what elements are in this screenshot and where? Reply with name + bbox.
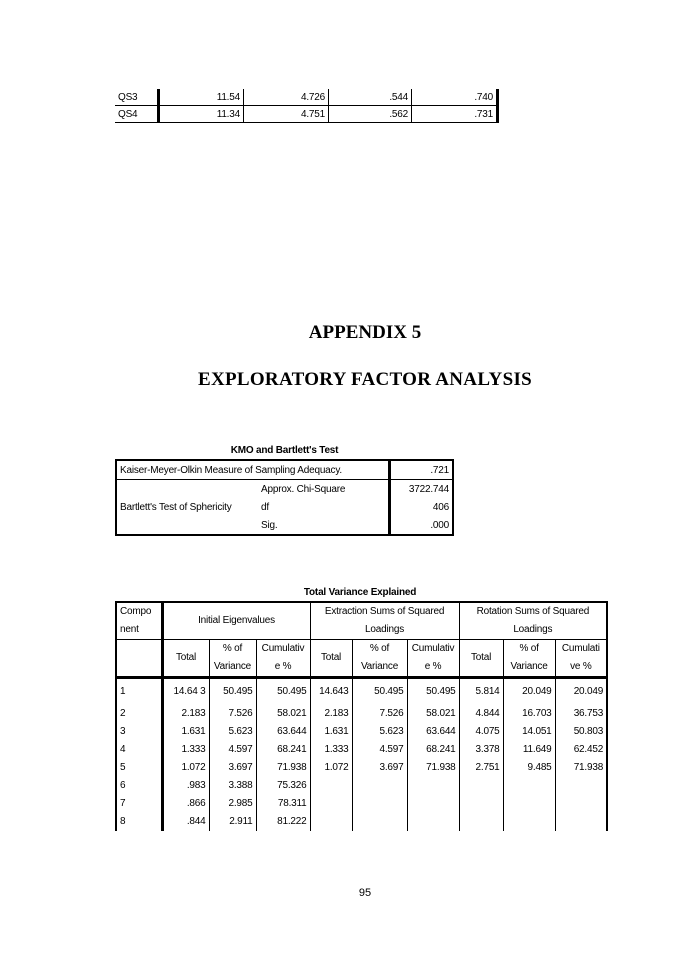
component-number: 3 — [116, 723, 162, 741]
tve-table-caption: Total Variance Explained — [303, 587, 417, 598]
table-row — [115, 106, 498, 123]
table-row — [116, 705, 607, 723]
table-cell: 2.183 — [162, 705, 209, 723]
table-cell: 50.803 — [555, 723, 607, 741]
table-cell: 5.814 — [459, 678, 503, 706]
column-header: Total — [162, 640, 209, 678]
table-cell: 1.333 — [162, 741, 209, 759]
chi-square-label: Approx. Chi-Square — [261, 483, 346, 495]
table-cell — [407, 777, 459, 795]
table-cell — [503, 795, 555, 813]
table-cell: .844 — [162, 813, 209, 831]
table-cell: 3.388 — [209, 777, 256, 795]
bartlett-spacer — [116, 480, 258, 499]
table-cell: 11.649 — [503, 741, 555, 759]
column-header: % of Variance — [209, 640, 256, 678]
table-cell: 4.844 — [459, 705, 503, 723]
table-cell — [310, 777, 352, 795]
table-cell: 1.631 — [162, 723, 209, 741]
df-label: df — [261, 501, 269, 513]
df-value: 406 — [390, 498, 454, 516]
table-cell: 2.751 — [459, 759, 503, 777]
bartlett-spacer-2 — [116, 516, 258, 535]
table-cell: .544 — [329, 89, 412, 106]
table-cell: 78.311 — [256, 795, 310, 813]
table-row — [116, 723, 607, 741]
table-row — [115, 89, 498, 106]
table-row — [116, 777, 607, 795]
table-cell: 1.072 — [310, 759, 352, 777]
group-header-initial: Initial Eigenvalues — [162, 602, 310, 640]
kmo-bartlett-table — [115, 459, 454, 536]
table-cell: .866 — [162, 795, 209, 813]
table-cell: 11.54 — [159, 89, 244, 106]
table-cell: 63.644 — [407, 723, 459, 741]
component-number: 5 — [116, 759, 162, 777]
row-label: QS4 — [115, 106, 159, 123]
component-number: 7 — [116, 795, 162, 813]
table-cell: 5.623 — [209, 723, 256, 741]
component-number: 4 — [116, 741, 162, 759]
table-cell — [555, 777, 607, 795]
table-row — [116, 741, 607, 759]
table-cell: 14.051 — [503, 723, 555, 741]
table-cell — [555, 813, 607, 831]
table-cell — [352, 795, 407, 813]
table-cell: 71.938 — [256, 759, 310, 777]
column-header: Cumulati ve % — [555, 640, 607, 678]
column-header: Cumulativ e % — [256, 640, 310, 678]
table-cell — [555, 795, 607, 813]
table-cell: 1.072 — [162, 759, 209, 777]
table-cell: 16.703 — [503, 705, 555, 723]
table-cell: 50.495 — [256, 678, 310, 706]
component-number: 6 — [116, 777, 162, 795]
row-label: QS3 — [115, 89, 159, 106]
table-cell: 20.049 — [555, 678, 607, 706]
table-cell: 9.485 — [503, 759, 555, 777]
table-cell: 3.697 — [352, 759, 407, 777]
table-cell: 68.241 — [256, 741, 310, 759]
table-cell: 4.597 — [209, 741, 256, 759]
table-cell: 68.241 — [407, 741, 459, 759]
group-header-rotation: Rotation Sums of Squared Loadings — [459, 602, 607, 640]
table-cell: 4.597 — [352, 741, 407, 759]
table-cell: 62.452 — [555, 741, 607, 759]
table-cell — [459, 813, 503, 831]
table-cell — [407, 813, 459, 831]
kmo-label: Kaiser-Meyer-Olkin Measure of Sampling Adequacy. — [116, 460, 390, 480]
column-header: Cumulativ e % — [407, 640, 459, 678]
table-cell: 11.34 — [159, 106, 244, 123]
sig-label: Sig. — [261, 519, 278, 531]
reliability-table-continuation — [115, 89, 499, 123]
table-cell: 58.021 — [256, 705, 310, 723]
chi-square-value: 3722.744 — [390, 480, 454, 499]
page-number: 95 — [358, 887, 372, 899]
table-cell: 50.495 — [352, 678, 407, 706]
table-cell: 63.644 — [256, 723, 310, 741]
table-cell: 4.075 — [459, 723, 503, 741]
component-number: 2 — [116, 705, 162, 723]
table-cell: 36.753 — [555, 705, 607, 723]
table-cell — [459, 795, 503, 813]
table-cell: 4.751 — [244, 106, 329, 123]
table-cell: 2.911 — [209, 813, 256, 831]
table-cell — [352, 813, 407, 831]
group-header-extraction: Extraction Sums of Squared Loadings — [310, 602, 459, 640]
table-cell: 14.643 — [310, 678, 352, 706]
table-cell: 50.495 — [407, 678, 459, 706]
table-row — [116, 759, 607, 777]
table-cell — [503, 777, 555, 795]
component-header: Compo nent — [116, 602, 162, 640]
table-cell: 20.049 — [503, 678, 555, 706]
column-header: % of Variance — [352, 640, 407, 678]
table-cell: 1.333 — [310, 741, 352, 759]
table-cell: 58.021 — [407, 705, 459, 723]
table-cell — [310, 795, 352, 813]
table-cell: 3.378 — [459, 741, 503, 759]
table-cell: 4.726 — [244, 89, 329, 106]
column-header: Total — [310, 640, 352, 678]
table-row — [116, 678, 607, 706]
table-cell: 5.623 — [352, 723, 407, 741]
bartlett-label: Bartlett's Test of Sphericity — [120, 501, 232, 513]
table-cell: 14.64 3 — [162, 678, 209, 706]
column-header: Total — [459, 640, 503, 678]
table-cell: 7.526 — [209, 705, 256, 723]
table-cell: .740 — [412, 89, 498, 106]
table-cell: .562 — [329, 106, 412, 123]
component-number: 1 — [116, 678, 162, 706]
sig-value: .000 — [390, 516, 454, 535]
appendix-title: APPENDIX 5 — [308, 322, 422, 343]
table-cell: 81.222 — [256, 813, 310, 831]
component-number: 8 — [116, 813, 162, 831]
table-cell: 71.938 — [555, 759, 607, 777]
table-row — [116, 813, 607, 831]
section-title: EXPLORATORY FACTOR ANALYSIS — [197, 369, 533, 390]
table-cell: 50.495 — [209, 678, 256, 706]
table-cell: 2.183 — [310, 705, 352, 723]
kmo-value: .721 — [390, 460, 454, 480]
table-cell — [459, 777, 503, 795]
column-header: % of Variance — [503, 640, 555, 678]
table-cell: 2.985 — [209, 795, 256, 813]
kmo-table-caption: KMO and Bartlett's Test — [230, 445, 339, 456]
table-cell — [407, 795, 459, 813]
table-cell: 75.326 — [256, 777, 310, 795]
table-cell — [503, 813, 555, 831]
table-cell: .731 — [412, 106, 498, 123]
table-cell: 71.938 — [407, 759, 459, 777]
total-variance-table — [115, 601, 608, 831]
table-cell: .983 — [162, 777, 209, 795]
component-header-spacer — [116, 640, 162, 678]
table-cell: 7.526 — [352, 705, 407, 723]
table-cell: 1.631 — [310, 723, 352, 741]
table-row — [116, 795, 607, 813]
table-cell — [310, 813, 352, 831]
table-cell: 3.697 — [209, 759, 256, 777]
table-cell — [352, 777, 407, 795]
